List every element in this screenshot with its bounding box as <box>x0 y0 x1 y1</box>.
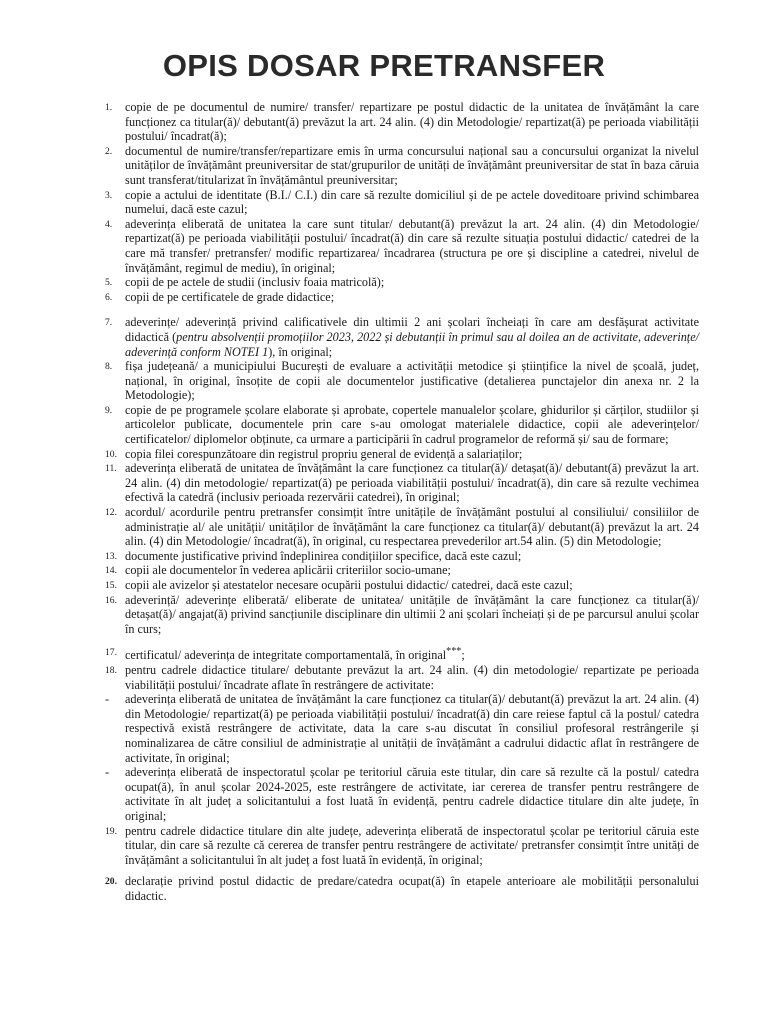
item-number: 5. <box>105 277 113 289</box>
item-text-end: ; <box>461 648 465 663</box>
item-number: 11. <box>105 463 117 475</box>
item-number: 10. <box>105 448 117 460</box>
item-number: 20. <box>105 876 117 888</box>
item-text: adeverința eliberată de unitatea la care sunt titular/ debutant(ă) prevăzut la art. 24 alin. (4) din Metodologie/ repartizat(ă) pe perioada viabilității postului/ încadrat(ă) din care să rezulte situația postului didactic/ catedrei de la care mă transfer/ pretransfer/ modific repartizarea/ încadrarea (structura pe ore și discipline a catedrei, nivelul de învățământ, regimul de mediu), în original; <box>125 216 699 275</box>
item-text: copie de pe programele școlare elaborate și aprobate, copertele manualelor școlare, ghidurilor și cărților, studiilor și articolelor publicate, documentele prin care s-au omologat materialele didactice, copii ale adeverințelor/ certificatelor/ diplomelor obținute, ca urmare a participării în cadrul programelor de reformă și/ sau de formare; <box>125 402 699 447</box>
item-number: 1. <box>105 102 113 113</box>
item-number: 14. <box>105 565 117 577</box>
item-text: declarație privind postul didactic de predare/catedra ocupat(ă) în etapele anterioare ale mobilității personalului didactic. <box>125 874 699 903</box>
dash-bullet: - <box>105 765 110 780</box>
item-number: 18. <box>105 665 117 677</box>
item-number: 6. <box>105 291 113 303</box>
item-text: adeverințe/ adeverință privind calificativele din ultimii 2 ani școlari încheiați în care am desfășurat activitate didactică ( <box>125 315 699 344</box>
list-item <box>105 275 699 290</box>
footnote-marker: *** <box>446 646 462 658</box>
item-text: pentru cadrele didactice titulare din alte județe, adeverința eliberată de inspectoratul școlar pe teritoriul căruia este titular, din care să rezulte că cererea de transfer pentru restrângere de activitate/ pretransfer consimțit între unități de învățământ a solicitantului în alt județ a fost luată în evidență, în original; <box>125 823 699 867</box>
item-text: copie a actului de identitate (B.I./ C.I.) din care să rezulte domiciliul și de pe actele doveditoare privind schimbarea numelui, dacă este cazul; <box>125 187 699 217</box>
list-item <box>105 505 699 549</box>
page-title: OPIS DOSAR PRETRANSFER <box>162 48 606 83</box>
list-item <box>105 563 699 578</box>
list-item <box>105 549 699 564</box>
sub-item-text: adeverința eliberată de unitatea de învățământ la care funcționez ca titular(ă)/ debutant(ă) prevăzut la art. 24 alin. (4) din Metodologie/ repartizat(ă) pe perioada viabilității postului/ încadrat(ă) din care reiese faptul că la postul/ catedra respectivă există restrângere de activitate, data la care s-au discutat în consiliul profesoral restrângerile și nominalizarea de către consiliul de administrație al unității de învățământ a cadrului didactic aflat în restrângere de activitate, în original; <box>125 692 699 765</box>
item-number: 3. <box>105 189 113 201</box>
item-text: copii ale avizelor și atestatelor necesare ocupării postului didactic/ catedrei, dacă este cazul; <box>125 578 573 592</box>
item-text: pentru cadrele didactice titulare/ debutante prevăzut la art. 24 alin. (4) din metodologie/ repartizate pe perioada viabilității postului/ încadrate aflate în restrângere de activitate: <box>125 663 699 692</box>
list-item <box>105 874 699 903</box>
item-text-end: ), în original; <box>268 344 333 359</box>
sub-item <box>105 692 699 765</box>
item-text: documente justificative privind îndeplinirea condițiilor specifice, dacă este cazul; <box>125 548 522 563</box>
list-item <box>105 403 699 447</box>
item-number: 16. <box>105 594 117 606</box>
item-number: 7. <box>105 317 113 329</box>
item-text: copii de pe actele de studii (inclusiv foaia matricolă); <box>125 275 385 290</box>
list-item <box>105 100 699 144</box>
item-text-italic: pentru absolvenții promoțiilor 2023, 2022 și debutanții în primul sau al doilea an de activitate, adeverințe/ adeverință conform NOTEI 1 <box>125 329 699 359</box>
item-number: 13. <box>105 550 117 562</box>
sub-item-text: adeverința eliberată de inspectoratul școlar pe teritoriul căruia este titular, din care să rezulte că la postul/ catedra ocupat(ă), în anul școlar 2024-2025, este restrângere de activitate, iar cererea de transfer pentru restrângere de activitate în alt județ a solicitantului a fost luată în evidență, pentru cadrele didactice titulare din alte județe, în original; <box>125 765 699 823</box>
list-item <box>105 188 699 217</box>
list-item <box>105 144 699 188</box>
item-number: 8. <box>105 361 113 373</box>
list-item <box>105 217 699 275</box>
item-number: 4. <box>105 218 113 230</box>
list-item <box>105 578 699 593</box>
item-text: documentul de numire/transfer/repartizare emis în urma concursului național sau a concursului organizat la nivelul unităților de învățământ preuniversitar de stat/grupurilor de unități de învățământ preuniversitar de stat în baza căruia sunt transferat/titularizat în învățământul preuniversitar; <box>125 143 699 187</box>
item-number: 15. <box>105 580 117 591</box>
item-text: copie de pe documentul de numire/ transfer/ repartizare pe postul didactic de la unitatea de învățământ la care funcționez ca titular(ă)/ debutant(ă) prevăzut la art. 24 alin. (4) din Metodologie/ repartizat(ă) pe perioada viabilității postului/ încadrat(ă); <box>125 100 699 144</box>
item-text: fișa județeană/ a municipiului București de evaluare a activității metodice și științifice la nivel de școală, județ, național, în original, însoțite de copii ale documentelor justificative (detalierea punctajelor din anexa nr. 2 la Metodologie); <box>125 359 699 403</box>
item-number: 2. <box>105 145 113 157</box>
list-item <box>105 315 699 359</box>
list-item <box>105 824 699 868</box>
list-item <box>105 290 699 305</box>
item-text: adeverință/ adeverințe eliberată/ eliberate de unitatea/ unitățile de învățământ la care funcționez ca titular(ă)/ detașat(ă)/ angajat(ă) privind sancțiunile disciplinare din ultimii 2 ani școlari încheiați și de pe parcursul anului școlar în curs; <box>125 592 699 636</box>
list-item <box>105 447 699 462</box>
item-text: acordul/ acordurile pentru pretransfer consimțit între unitățile de învățământ postului al consiliului/ consiliilor de administrație al/ ale unității/ unităților de învățământ la care funcționez ca titular(ă)/ debutant(ă) prevăzut la art. 24 alin. (4) din Metodologie/ încadrat(ă), în original, cu respectarea prevederilor art.54 alin. (5) din Metodologie; <box>125 505 699 549</box>
item-text: copii de pe certificatele de grade didactice; <box>125 289 335 304</box>
sub-item <box>105 765 699 823</box>
item-number: 12. <box>105 507 117 519</box>
item-text: adeverința eliberată de unitatea de învățământ la care funcționez ca titular(ă)/ detașat(ă)/ debutant(ă) prevăzut la art. 24 alin. (4) din metodologie/ repartizat(ă) pe perioada viabilității postului/ încadrat(ă), din care să rezulte vechimea efectivă la catedră (inclusiv perioada rezervării catedrei), în original; <box>125 461 699 505</box>
item-number: 19. <box>105 825 117 837</box>
document-list <box>105 100 699 904</box>
item-number: 9. <box>105 404 113 416</box>
item-number: 17. <box>105 647 117 659</box>
list-item <box>105 663 699 692</box>
list-item <box>105 461 699 505</box>
item-text: copii ale documentelor în vederea aplicării criteriilor socio-umane; <box>125 563 451 578</box>
item-text: copia filei corespunzătoare din registrul propriu general de evidență a salariaților; <box>125 446 523 461</box>
list-item <box>105 593 699 637</box>
list-item <box>105 359 699 403</box>
list-item <box>105 645 699 663</box>
item-text: certificatul/ adeverința de integritate comportamentală, în original <box>125 648 447 663</box>
dash-bullet: - <box>105 692 110 707</box>
